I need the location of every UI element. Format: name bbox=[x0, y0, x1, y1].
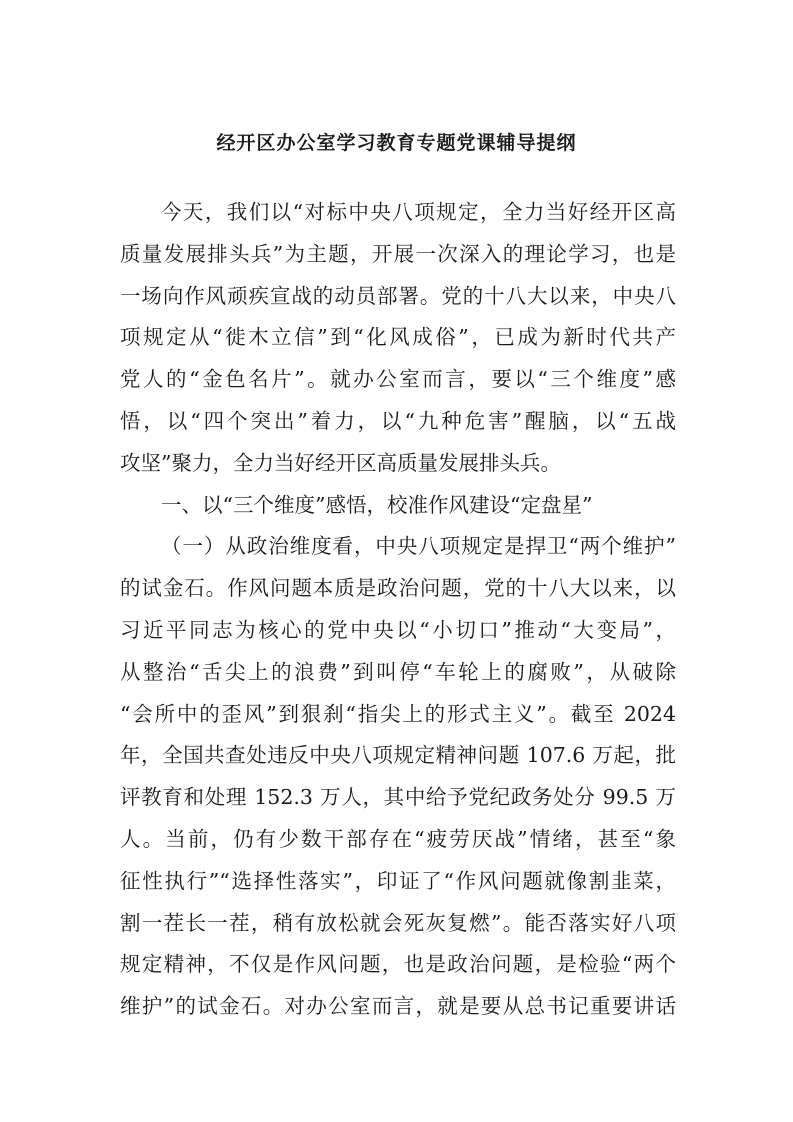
paragraph-line: “会所中的歪风”到狠刹“指尖上的形式主义”。截至 2024 bbox=[120, 701, 676, 726]
paragraph-line: 项规定从“徙木立信”到“化风成俗”，已成为新时代共产 bbox=[120, 325, 676, 350]
paragraph-line: 党人的“金色名片”。就办公室而言，要以“三个维度”感 bbox=[120, 367, 676, 392]
paragraph-line: 一场向作风顽疾宣战的动员部署。党的十八大以来，中央八 bbox=[120, 283, 676, 308]
paragraph-line: 习近平同志为核心的党中央以“小切口”推动“大变局”， bbox=[120, 617, 676, 642]
document-body bbox=[120, 192, 676, 1028]
paragraph-line: 割一茬长一茬，稍有放松就会死灰复燃”。能否落实好八项 bbox=[120, 910, 676, 935]
paragraph-line: 从整治“舌尖上的浪费”到叫停“车轮上的腐败”，从破除 bbox=[120, 659, 676, 684]
document-title: 经开区办公室学习教育专题党课辅导提纲 bbox=[216, 132, 577, 154]
paragraph-line: 年，全国共查处违反中央八项规定精神问题 107.6 万起，批 bbox=[120, 743, 676, 768]
paragraph-line: 人。当前，仍有少数干部存在“疲劳厌战”情绪，甚至“象 bbox=[120, 826, 676, 851]
paragraph-line: 征性执行”“选择性落实”，印证了“作风问题就像割韭菜， bbox=[120, 868, 676, 893]
paragraph-line: 攻坚”聚力，全力当好经开区高质量发展排头兵。 bbox=[120, 450, 561, 475]
paragraph-line: 悟，以“四个突出”着力，以“九种危害”醒脑，以“五战 bbox=[120, 408, 676, 433]
paragraph-line: 今天，我们以“对标中央八项规定，全力当好经开区高 bbox=[161, 200, 676, 224]
paragraph-line: （一）从政治维度看，中央八项规定是捍卫“两个维护” bbox=[161, 534, 676, 559]
paragraph-line: 维护”的试金石。对办公室而言，就是要从总书记重要讲话 bbox=[120, 994, 676, 1019]
paragraph-line: 的试金石。作风问题本质是政治问题，党的十八大以来，以 bbox=[120, 576, 676, 601]
paragraph-line: 评教育和处理 152.3 万人，其中给予党纪政务处分 99.5 万 bbox=[120, 785, 676, 810]
paragraph-line: 质量发展排头兵”为主题，开展一次深入的理论学习，也是 bbox=[120, 241, 676, 266]
paragraph-line: 规定精神，不仅是作风问题，也是政治问题，是检验“两个 bbox=[120, 952, 676, 977]
section-heading: 一、以“三个维度”感悟，校准作风建设“定盘星” bbox=[161, 492, 593, 517]
